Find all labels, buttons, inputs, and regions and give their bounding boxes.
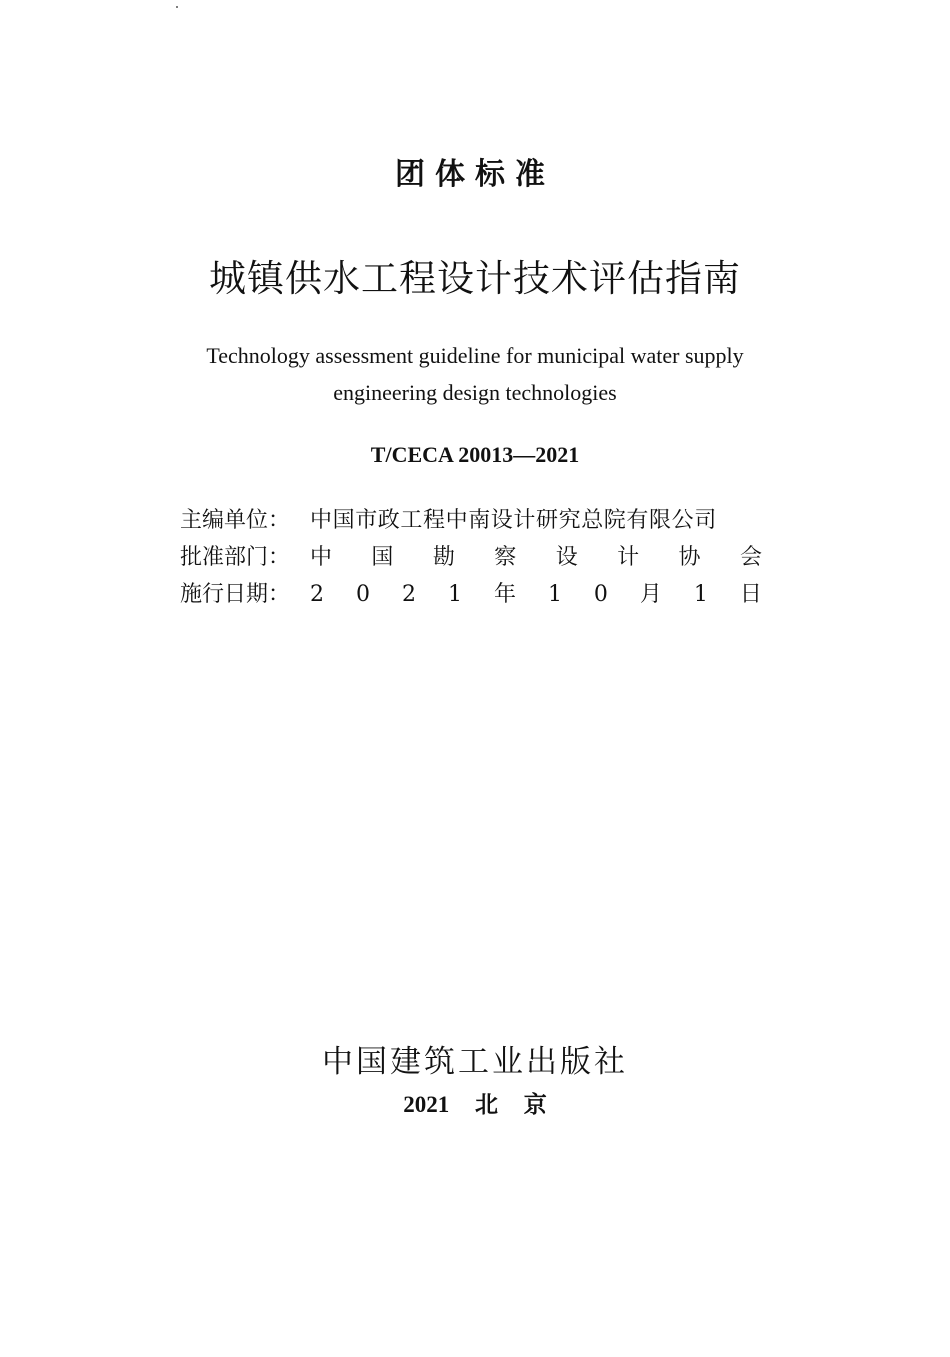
publication-year: 2021 xyxy=(403,1092,450,1117)
editor-value: 中国市政工程中南设计研究总院有限公司 xyxy=(310,508,717,533)
standard-number: T/CECA 20013—2021 xyxy=(370,442,580,467)
effective-date-row xyxy=(180,577,762,613)
standard-category: 团体标准 xyxy=(395,157,555,192)
editor-row xyxy=(180,503,762,539)
date-char: 年 xyxy=(493,582,516,607)
approver-label: 批准部门： xyxy=(180,545,291,570)
date-char: 1 xyxy=(693,582,708,607)
publication-city-char: 北 xyxy=(475,1092,498,1117)
date-char: 2 xyxy=(401,582,416,607)
title-english xyxy=(0,337,950,411)
effective-date-value xyxy=(310,577,762,613)
title-english-line-1: Technology assessment guideline for municipal water supply xyxy=(206,343,744,368)
date-char: 2 xyxy=(310,582,324,607)
approver-char: 国 xyxy=(371,545,394,570)
editor-label: 主编单位： xyxy=(180,508,291,533)
approver-value xyxy=(310,540,762,576)
title-chinese: 城镇供水工程设计技术评估指南 xyxy=(209,257,741,300)
date-char: 0 xyxy=(355,582,370,607)
approver-char: 会 xyxy=(739,545,762,570)
title-english-line-2: engineering design technologies xyxy=(333,380,617,405)
effective-date-label: 施行日期： xyxy=(180,582,291,607)
publication-place xyxy=(0,1089,950,1121)
approver-row xyxy=(180,540,762,576)
scan-speck xyxy=(176,6,178,8)
date-char: 月 xyxy=(639,582,662,607)
publication-city-char: 京 xyxy=(523,1092,547,1117)
approver-char: 协 xyxy=(678,545,701,570)
date-char: 0 xyxy=(593,582,608,607)
approver-char: 勘 xyxy=(432,545,455,570)
approver-char: 设 xyxy=(555,545,578,570)
approver-char: 计 xyxy=(617,545,640,570)
date-char: 1 xyxy=(547,582,562,607)
approver-char: 察 xyxy=(494,545,517,570)
approver-char: 中 xyxy=(310,545,333,570)
publisher-name: 中国建筑工业出版社 xyxy=(322,1044,628,1080)
date-char: 1 xyxy=(447,582,462,607)
date-char: 日 xyxy=(739,582,762,607)
